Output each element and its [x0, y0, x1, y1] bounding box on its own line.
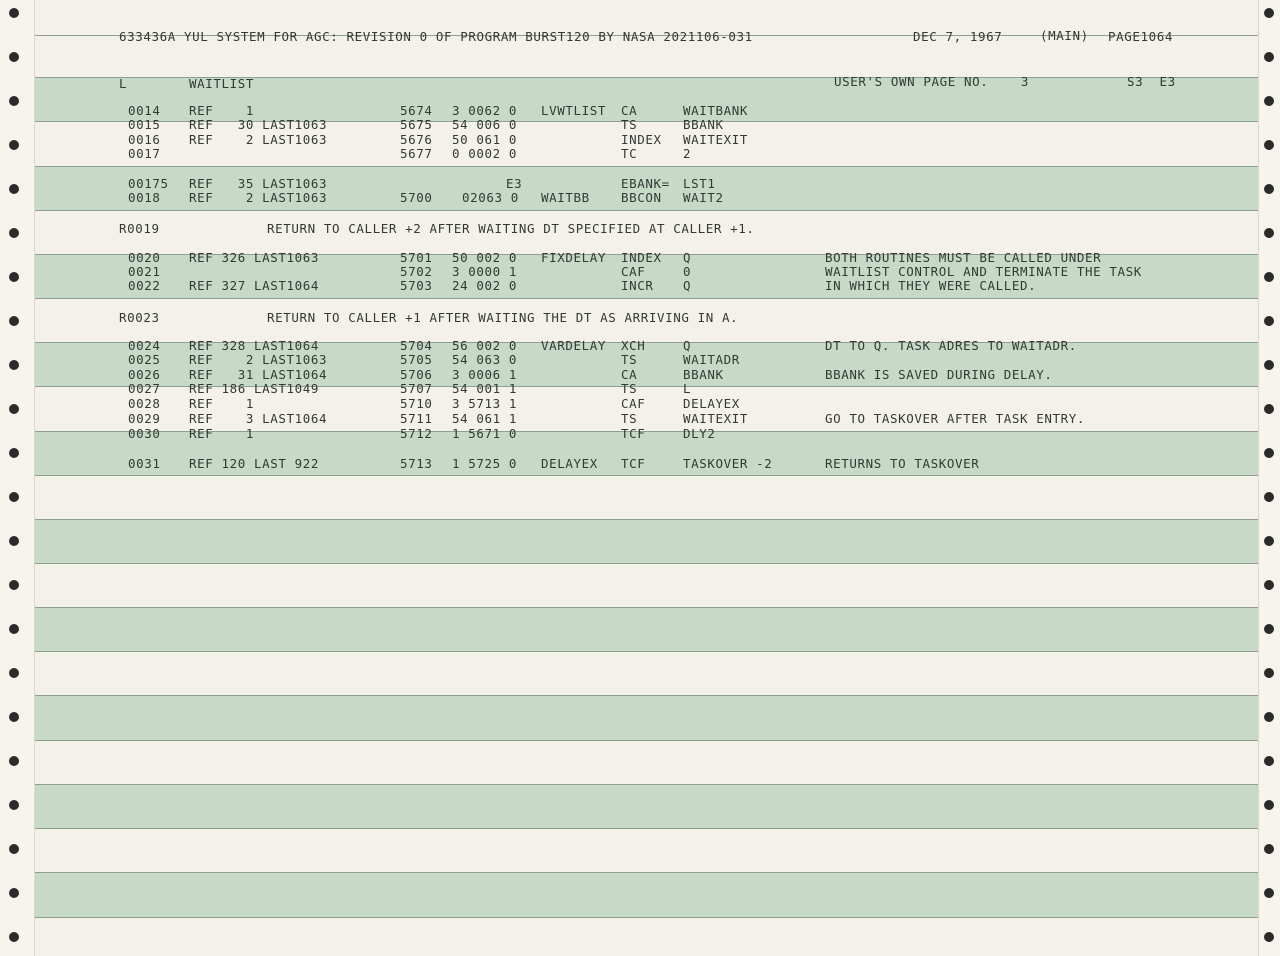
octal-word: 3 5713 1	[452, 396, 518, 411]
line-number: 0022	[128, 278, 161, 293]
octal-word: 02063 0	[462, 190, 519, 205]
line-number: 0018	[128, 190, 161, 205]
cross-reference: REF 2 LAST1063	[189, 190, 328, 205]
print-date: DEC 7, 1967	[913, 29, 1003, 44]
sprocket-hole	[1264, 228, 1274, 238]
sprocket-hole	[1264, 96, 1274, 106]
sprocket-hole	[9, 756, 19, 766]
sprocket-hole	[1264, 888, 1274, 898]
greenbar-band	[35, 784, 1258, 829]
address: 5713	[400, 456, 433, 471]
opcode: CA	[621, 103, 638, 118]
symbol-label: DELAYEX	[541, 456, 598, 471]
paper-rule	[35, 740, 1258, 741]
opcode: CA	[621, 367, 638, 382]
comment-line-number: R0023	[119, 310, 160, 325]
cross-reference: REF 1	[189, 103, 255, 118]
sprocket-hole	[9, 8, 19, 18]
octal-word: 1 5671 0	[452, 426, 518, 441]
address: 5674	[400, 103, 433, 118]
opcode: TC	[621, 146, 638, 161]
operand: TASKOVER -2	[683, 456, 773, 471]
address: 5702	[400, 264, 433, 279]
cross-reference: REF 31 LAST1064	[189, 367, 328, 382]
octal-word: 54 061 1	[452, 411, 518, 426]
sprocket-hole	[1264, 756, 1274, 766]
operand: BBANK	[683, 367, 724, 382]
cross-reference: REF 3 LAST1064	[189, 411, 328, 426]
sprocket-hole	[9, 140, 19, 150]
operand: WAITBANK	[683, 103, 749, 118]
remark-text: GO TO TASKOVER AFTER TASK ENTRY.	[825, 411, 1086, 426]
operand: WAITEXIT	[683, 132, 749, 147]
symbol-label: LVWTLIST	[541, 103, 607, 118]
line-number: 0016	[128, 132, 161, 147]
sprocket-hole	[1264, 272, 1274, 282]
job-header: 633436A YUL SYSTEM FOR AGC: REVISION 0 OF PROGRAM BURST120 BY NASA 2021106-031	[119, 29, 753, 44]
sprocket-hole	[9, 580, 19, 590]
operand: Q	[683, 278, 692, 293]
line-number: 0027	[128, 381, 161, 396]
sprocket-hole	[9, 712, 19, 722]
address: 5706	[400, 367, 433, 382]
address: 5700	[400, 190, 433, 205]
operand: 2	[683, 146, 692, 161]
paper-rule	[35, 563, 1258, 564]
cross-reference: REF 1	[189, 396, 255, 411]
line-number: 0030	[128, 426, 161, 441]
octal-word: 24 002 0	[452, 278, 518, 293]
opcode: XCH	[621, 338, 646, 353]
opcode: INCR	[621, 278, 654, 293]
sprocket-hole	[9, 536, 19, 546]
operand: LST1	[683, 176, 716, 191]
opcode: TS	[621, 117, 638, 132]
symbol-label: FIXDELAY	[541, 250, 607, 265]
sprocket-hole	[1264, 492, 1274, 502]
sprocket-hole	[1264, 712, 1274, 722]
operand: Q	[683, 250, 692, 265]
opcode: TS	[621, 411, 638, 426]
operand: WAITEXIT	[683, 411, 749, 426]
address: 5703	[400, 278, 433, 293]
line-number: 0017	[128, 146, 161, 161]
octal-word: E3	[506, 176, 523, 191]
octal-word: 54 001 1	[452, 381, 518, 396]
sprocket-hole	[9, 404, 19, 414]
sprocket-hole	[9, 492, 19, 502]
sprocket-hole	[9, 800, 19, 810]
sprocket-hole	[1264, 404, 1274, 414]
sprocket-hole	[9, 272, 19, 282]
operand: DELAYEX	[683, 396, 740, 411]
octal-word: 50 061 0	[452, 132, 518, 147]
greenbar-band	[35, 872, 1258, 917]
operand: DLY2	[683, 426, 716, 441]
comment-text: RETURN TO CALLER +1 AFTER WAITING THE DT AS ARRIVING IN A.	[267, 310, 739, 325]
opcode: TS	[621, 381, 638, 396]
remark-text: DT TO Q. TASK ADRES TO WAITADR.	[825, 338, 1077, 353]
remark-text: BBANK IS SAVED DURING DELAY.	[825, 367, 1053, 382]
symbol-label: WAITBB	[541, 190, 590, 205]
operand: BBANK	[683, 117, 724, 132]
symbol-label: VARDELAY	[541, 338, 607, 353]
sprocket-hole	[1264, 580, 1274, 590]
line-number: 0029	[128, 411, 161, 426]
octal-word: 56 002 0	[452, 338, 518, 353]
sprocket-hole	[9, 888, 19, 898]
line-number: 0031	[128, 456, 161, 471]
comment-line-number: R0019	[119, 221, 160, 236]
paper-rule	[35, 651, 1258, 652]
sprocket-hole	[1264, 800, 1274, 810]
sprocket-hole	[1264, 932, 1274, 942]
paper-rule	[35, 298, 1258, 299]
remark-text: WAITLIST CONTROL AND TERMINATE THE TASK	[825, 264, 1142, 279]
sprocket-hole	[9, 932, 19, 942]
type-code: L	[119, 76, 128, 91]
operand: L	[683, 381, 692, 396]
log-section-title: WAITLIST	[189, 76, 255, 91]
remark-text: IN WHICH THEY WERE CALLED.	[825, 278, 1037, 293]
line-number: 0028	[128, 396, 161, 411]
bank-codes: S3 E3	[1127, 74, 1176, 89]
cross-reference: REF 2 LAST1063	[189, 352, 328, 367]
page-number: PAGE1064	[1108, 29, 1174, 44]
sprocket-hole	[9, 448, 19, 458]
octal-word: 1 5725 0	[452, 456, 518, 471]
sprocket-hole	[9, 360, 19, 370]
paper-rule	[35, 210, 1258, 211]
comment-text: RETURN TO CALLER +2 AFTER WAITING DT SPECIFIED AT CALLER +1.	[267, 221, 755, 236]
sprocket-hole	[1264, 668, 1274, 678]
address: 5712	[400, 426, 433, 441]
cross-reference: REF 1	[189, 426, 255, 441]
sprocket-hole	[9, 52, 19, 62]
opcode: TS	[621, 352, 638, 367]
address: 5704	[400, 338, 433, 353]
sprocket-hole	[9, 624, 19, 634]
sprocket-hole	[1264, 448, 1274, 458]
user-page-number: USER'S OWN PAGE NO. 3	[834, 74, 1030, 89]
line-number: 0021	[128, 264, 161, 279]
sprocket-hole	[1264, 844, 1274, 854]
greenbar-band	[35, 607, 1258, 652]
paper-rule	[35, 475, 1258, 476]
sprocket-hole	[1264, 140, 1274, 150]
cross-reference: REF 328 LAST1064	[189, 338, 320, 353]
line-number: 0026	[128, 367, 161, 382]
cross-reference: REF 327 LAST1064	[189, 278, 320, 293]
greenbar-band	[35, 695, 1258, 740]
address: 5701	[400, 250, 433, 265]
sprocket-hole	[1264, 536, 1274, 546]
cross-reference: REF 35 LAST1063	[189, 176, 328, 191]
cross-reference: REF 120 LAST 922	[189, 456, 320, 471]
sprocket-hole	[1264, 624, 1274, 634]
octal-word: 3 0000 1	[452, 264, 518, 279]
octal-word: 50 002 0	[452, 250, 518, 265]
address: 5707	[400, 381, 433, 396]
octal-word: 3 0006 1	[452, 367, 518, 382]
remark-text: RETURNS TO TASKOVER	[825, 456, 980, 471]
operand: 0	[683, 264, 692, 279]
opcode: EBANK=	[621, 176, 670, 191]
opcode: INDEX	[621, 250, 662, 265]
line-number: 0024	[128, 338, 161, 353]
opcode: BBCON	[621, 190, 662, 205]
address: 5711	[400, 411, 433, 426]
address: 5705	[400, 352, 433, 367]
octal-word: 0 0002 0	[452, 146, 518, 161]
operand: Q	[683, 338, 692, 353]
line-number: 0025	[128, 352, 161, 367]
paper-rule	[35, 828, 1258, 829]
address: 5675	[400, 117, 433, 132]
greenbar-band	[35, 519, 1258, 564]
operand: WAITADR	[683, 352, 740, 367]
address: 5710	[400, 396, 433, 411]
opcode: CAF	[621, 396, 646, 411]
opcode: TCF	[621, 456, 646, 471]
sprocket-hole	[1264, 360, 1274, 370]
opcode: INDEX	[621, 132, 662, 147]
sprocket-hole	[9, 668, 19, 678]
sprocket-hole	[1264, 8, 1274, 18]
octal-word: 54 063 0	[452, 352, 518, 367]
address: 5677	[400, 146, 433, 161]
sprocket-hole	[9, 184, 19, 194]
octal-word: 3 0062 0	[452, 103, 518, 118]
sprocket-hole	[9, 844, 19, 854]
line-number: 0014	[128, 103, 161, 118]
paper-rule	[35, 917, 1258, 918]
sprocket-hole	[9, 96, 19, 106]
sprocket-hole	[1264, 52, 1274, 62]
segment-label: (MAIN)	[1040, 28, 1089, 43]
operand: WAIT2	[683, 190, 724, 205]
sprocket-hole	[9, 316, 19, 326]
opcode: CAF	[621, 264, 646, 279]
sprocket-hole	[9, 228, 19, 238]
opcode: TCF	[621, 426, 646, 441]
octal-word: 54 006 0	[452, 117, 518, 132]
line-number: 00175	[128, 176, 169, 191]
sprocket-hole	[1264, 184, 1274, 194]
cross-reference: REF 186 LAST1049	[189, 381, 320, 396]
line-number: 0015	[128, 117, 161, 132]
cross-reference: REF 2 LAST1063	[189, 132, 328, 147]
line-number: 0020	[128, 250, 161, 265]
cross-reference: REF 326 LAST1063	[189, 250, 320, 265]
cross-reference: REF 30 LAST1063	[189, 117, 328, 132]
address: 5676	[400, 132, 433, 147]
sprocket-hole	[1264, 316, 1274, 326]
remark-text: BOTH ROUTINES MUST BE CALLED UNDER	[825, 250, 1102, 265]
